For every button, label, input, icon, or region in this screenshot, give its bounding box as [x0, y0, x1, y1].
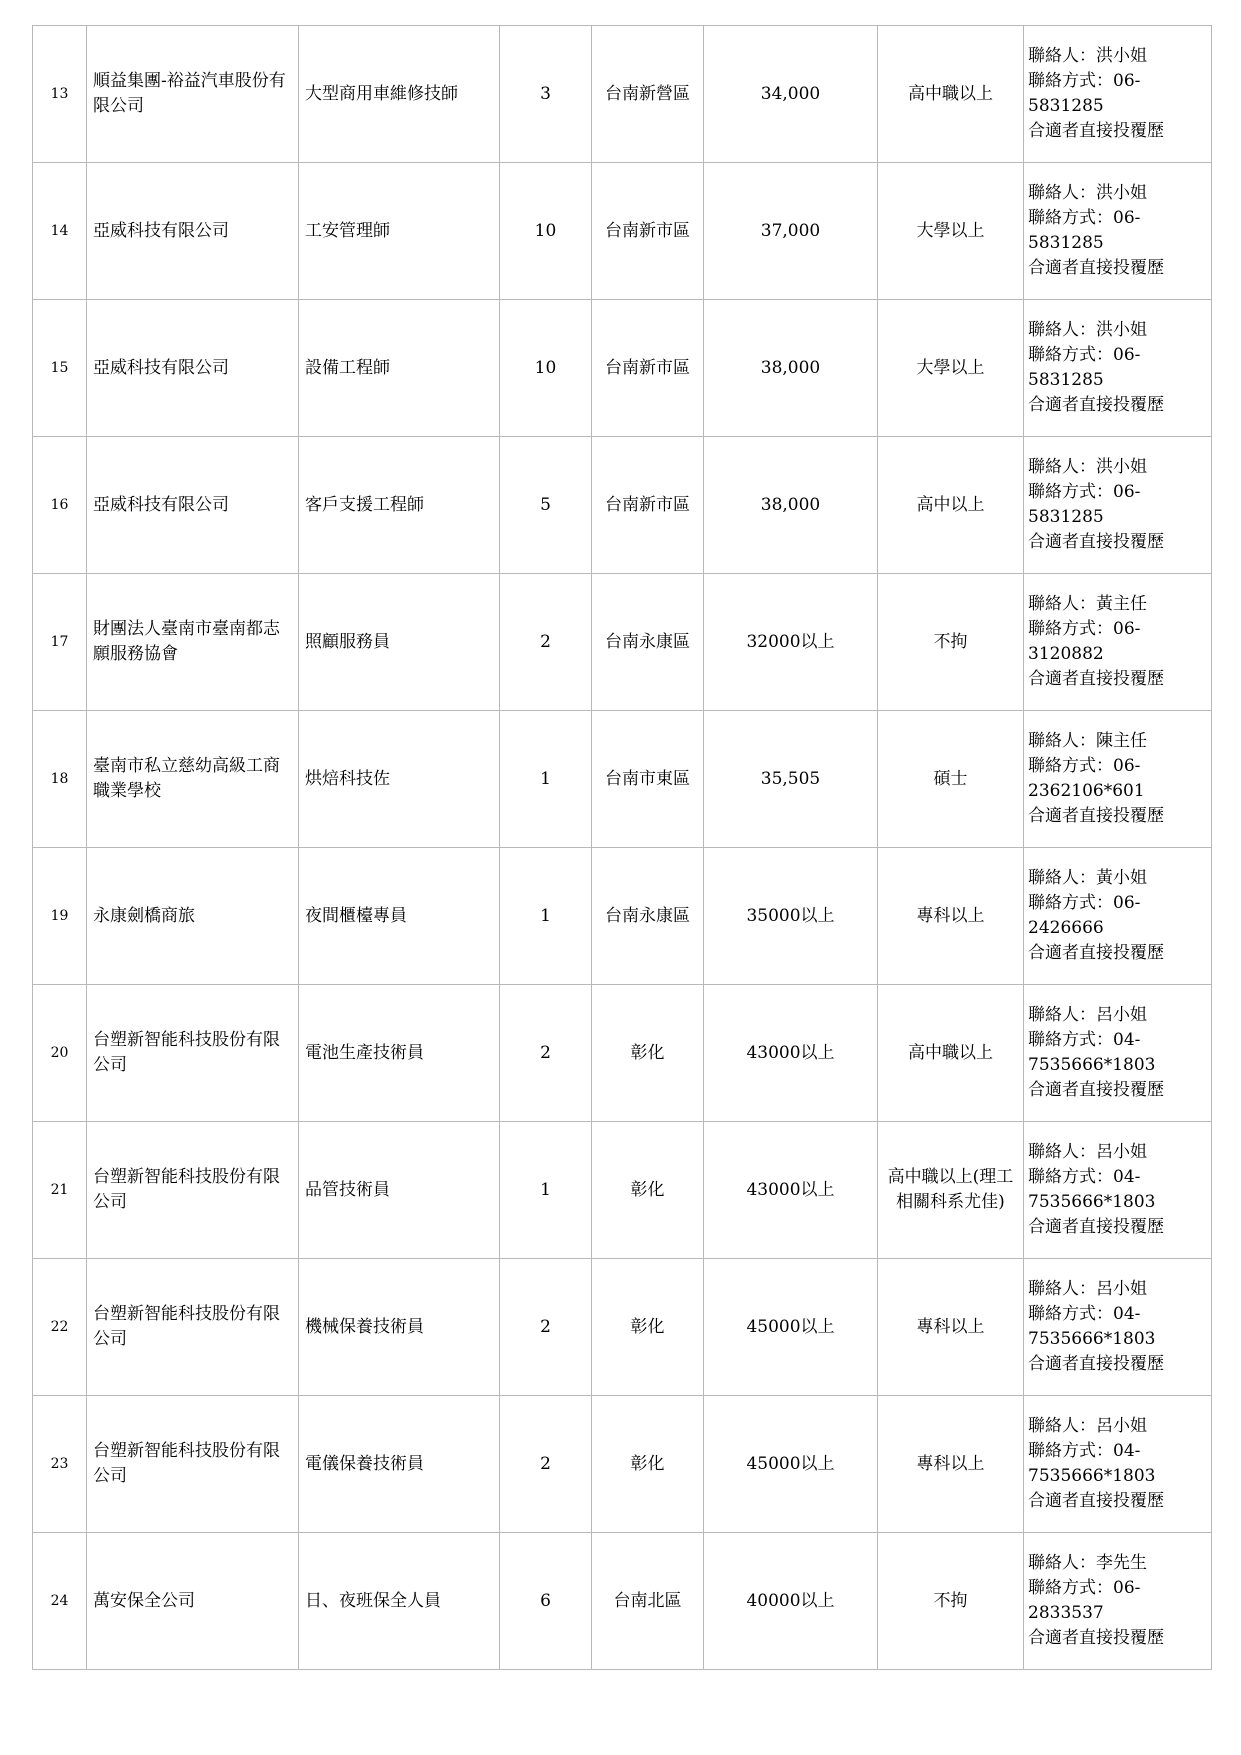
education-requirement: 專科以上	[878, 848, 1024, 985]
salary: 43000以上	[704, 985, 878, 1122]
work-location: 台南新市區	[592, 437, 704, 574]
row-number: 17	[33, 574, 87, 711]
contact-person: 聯絡人：黃小姐	[1028, 868, 1147, 888]
work-location: 台南永康區	[592, 848, 704, 985]
table-row	[33, 437, 1212, 574]
work-location: 台南市東區	[592, 711, 704, 848]
application-note: 合適者直接投覆歷	[1028, 1628, 1164, 1648]
job-title: 機械保養技術員	[299, 1259, 500, 1396]
openings-count: 6	[500, 1533, 592, 1670]
application-note: 合適者直接投覆歷	[1028, 1217, 1164, 1237]
openings-count: 10	[500, 163, 592, 300]
application-note: 合適者直接投覆歷	[1028, 395, 1164, 415]
company-name: 台塑新智能科技股份有限公司	[87, 1396, 299, 1533]
application-note: 合適者直接投覆歷	[1028, 121, 1164, 141]
contact-info	[1024, 1259, 1212, 1396]
openings-count: 2	[500, 1259, 592, 1396]
work-location: 台南北區	[592, 1533, 704, 1670]
contact-label: 聯絡方式：04-	[1028, 1441, 1141, 1461]
job-title: 設備工程師	[299, 300, 500, 437]
salary: 40000以上	[704, 1533, 878, 1670]
company-name: 亞威科技有限公司	[87, 163, 299, 300]
contact-label: 聯絡方式：04-	[1028, 1304, 1141, 1324]
company-name: 永康劍橋商旅	[87, 848, 299, 985]
work-location: 彰化	[592, 1122, 704, 1259]
contact-person: 聯絡人：洪小姐	[1028, 457, 1147, 477]
contact-info	[1024, 985, 1212, 1122]
job-title: 工安管理師	[299, 163, 500, 300]
salary: 45000以上	[704, 1259, 878, 1396]
table-row	[33, 26, 1212, 163]
table-row	[33, 1122, 1212, 1259]
row-number: 18	[33, 711, 87, 848]
contact-info	[1024, 574, 1212, 711]
table-body	[33, 26, 1212, 1670]
contact-label: 聯絡方式：06-	[1028, 893, 1141, 913]
contact-info	[1024, 300, 1212, 437]
contact-info	[1024, 848, 1212, 985]
openings-count: 10	[500, 300, 592, 437]
job-title: 電儀保養技術員	[299, 1396, 500, 1533]
contact-number: 7535666*1803	[1028, 1466, 1156, 1486]
contact-info	[1024, 1533, 1212, 1670]
education-requirement: 大學以上	[878, 300, 1024, 437]
salary: 34,000	[704, 26, 878, 163]
contact-number: 7535666*1803	[1028, 1192, 1156, 1212]
row-number: 16	[33, 437, 87, 574]
work-location: 台南永康區	[592, 574, 704, 711]
contact-info	[1024, 1396, 1212, 1533]
salary: 38,000	[704, 437, 878, 574]
contact-person: 聯絡人：陳主任	[1028, 731, 1147, 751]
work-location: 台南新市區	[592, 300, 704, 437]
contact-info	[1024, 437, 1212, 574]
company-name: 台塑新智能科技股份有限公司	[87, 1259, 299, 1396]
contact-person: 聯絡人：洪小姐	[1028, 183, 1147, 203]
contact-number: 3120882	[1028, 644, 1104, 664]
work-location: 台南新營區	[592, 26, 704, 163]
contact-number: 5831285	[1028, 370, 1104, 390]
education-requirement: 不拘	[878, 1533, 1024, 1670]
openings-count: 5	[500, 437, 592, 574]
openings-count: 1	[500, 1122, 592, 1259]
row-number: 20	[33, 985, 87, 1122]
openings-count: 2	[500, 985, 592, 1122]
job-title: 電池生產技術員	[299, 985, 500, 1122]
contact-info	[1024, 26, 1212, 163]
contact-label: 聯絡方式：06-	[1028, 756, 1141, 776]
table-row	[33, 1396, 1212, 1533]
table-row	[33, 711, 1212, 848]
company-name: 亞威科技有限公司	[87, 437, 299, 574]
job-title: 烘焙科技佐	[299, 711, 500, 848]
openings-count: 1	[500, 711, 592, 848]
table-row	[33, 1533, 1212, 1670]
row-number: 15	[33, 300, 87, 437]
contact-person: 聯絡人：李先生	[1028, 1553, 1147, 1573]
row-number: 21	[33, 1122, 87, 1259]
contact-person: 聯絡人：洪小姐	[1028, 320, 1147, 340]
contact-person: 聯絡人：呂小姐	[1028, 1005, 1147, 1025]
contact-person: 聯絡人：呂小姐	[1028, 1142, 1147, 1162]
job-title: 日、夜班保全人員	[299, 1533, 500, 1670]
table-row	[33, 1259, 1212, 1396]
education-requirement: 高中職以上(理工相關科系尤佳)	[878, 1122, 1024, 1259]
company-name: 財團法人臺南市臺南都志願服務協會	[87, 574, 299, 711]
education-requirement: 高中以上	[878, 437, 1024, 574]
company-name: 亞威科技有限公司	[87, 300, 299, 437]
row-number: 24	[33, 1533, 87, 1670]
contact-label: 聯絡方式：06-	[1028, 619, 1141, 639]
salary: 43000以上	[704, 1122, 878, 1259]
salary: 38,000	[704, 300, 878, 437]
contact-number: 2833537	[1028, 1603, 1104, 1623]
contact-number: 5831285	[1028, 507, 1104, 527]
education-requirement: 碩士	[878, 711, 1024, 848]
education-requirement: 專科以上	[878, 1396, 1024, 1533]
row-number: 14	[33, 163, 87, 300]
contact-number: 7535666*1803	[1028, 1329, 1156, 1349]
education-requirement: 大學以上	[878, 163, 1024, 300]
openings-count: 2	[500, 574, 592, 711]
contact-person: 聯絡人：呂小姐	[1028, 1279, 1147, 1299]
row-number: 13	[33, 26, 87, 163]
salary: 32000以上	[704, 574, 878, 711]
contact-number: 2362106*601	[1028, 781, 1145, 801]
work-location: 彰化	[592, 985, 704, 1122]
salary: 35000以上	[704, 848, 878, 985]
company-name: 台塑新智能科技股份有限公司	[87, 1122, 299, 1259]
education-requirement: 不拘	[878, 574, 1024, 711]
education-requirement: 高中職以上	[878, 985, 1024, 1122]
company-name: 台塑新智能科技股份有限公司	[87, 985, 299, 1122]
table-row	[33, 574, 1212, 711]
job-title: 夜間櫃檯專員	[299, 848, 500, 985]
table-row	[33, 163, 1212, 300]
contact-number: 5831285	[1028, 96, 1104, 116]
table-row	[33, 985, 1212, 1122]
job-title: 大型商用車維修技師	[299, 26, 500, 163]
contact-label: 聯絡方式：04-	[1028, 1167, 1141, 1187]
contact-number: 7535666*1803	[1028, 1055, 1156, 1075]
salary: 45000以上	[704, 1396, 878, 1533]
company-name: 臺南市私立慈幼高級工商職業學校	[87, 711, 299, 848]
job-listing-table	[32, 25, 1212, 1670]
application-note: 合適者直接投覆歷	[1028, 943, 1164, 963]
education-requirement: 高中職以上	[878, 26, 1024, 163]
contact-label: 聯絡方式：06-	[1028, 208, 1141, 228]
contact-label: 聯絡方式：04-	[1028, 1030, 1141, 1050]
contact-info	[1024, 1122, 1212, 1259]
contact-label: 聯絡方式：06-	[1028, 482, 1141, 502]
application-note: 合適者直接投覆歷	[1028, 1080, 1164, 1100]
openings-count: 3	[500, 26, 592, 163]
work-location: 彰化	[592, 1396, 704, 1533]
table-row	[33, 848, 1212, 985]
contact-number: 2426666	[1028, 918, 1104, 938]
application-note: 合適者直接投覆歷	[1028, 806, 1164, 826]
contact-label: 聯絡方式：06-	[1028, 1578, 1141, 1598]
contact-person: 聯絡人：黃主任	[1028, 594, 1147, 614]
table-row	[33, 300, 1212, 437]
salary: 37,000	[704, 163, 878, 300]
job-title: 照顧服務員	[299, 574, 500, 711]
openings-count: 2	[500, 1396, 592, 1533]
row-number: 22	[33, 1259, 87, 1396]
company-name: 順益集團-裕益汽車股份有限公司	[87, 26, 299, 163]
work-location: 台南新市區	[592, 163, 704, 300]
job-title: 品管技術員	[299, 1122, 500, 1259]
application-note: 合適者直接投覆歷	[1028, 258, 1164, 278]
application-note: 合適者直接投覆歷	[1028, 1354, 1164, 1374]
contact-person: 聯絡人：洪小姐	[1028, 46, 1147, 66]
contact-label: 聯絡方式：06-	[1028, 71, 1141, 91]
salary: 35,505	[704, 711, 878, 848]
application-note: 合適者直接投覆歷	[1028, 532, 1164, 552]
contact-number: 5831285	[1028, 233, 1104, 253]
contact-label: 聯絡方式：06-	[1028, 345, 1141, 365]
work-location: 彰化	[592, 1259, 704, 1396]
education-requirement: 專科以上	[878, 1259, 1024, 1396]
application-note: 合適者直接投覆歷	[1028, 669, 1164, 689]
contact-info	[1024, 711, 1212, 848]
row-number: 23	[33, 1396, 87, 1533]
company-name: 萬安保全公司	[87, 1533, 299, 1670]
contact-info	[1024, 163, 1212, 300]
openings-count: 1	[500, 848, 592, 985]
row-number: 19	[33, 848, 87, 985]
application-note: 合適者直接投覆歷	[1028, 1491, 1164, 1511]
job-title: 客戶支援工程師	[299, 437, 500, 574]
contact-person: 聯絡人：呂小姐	[1028, 1416, 1147, 1436]
